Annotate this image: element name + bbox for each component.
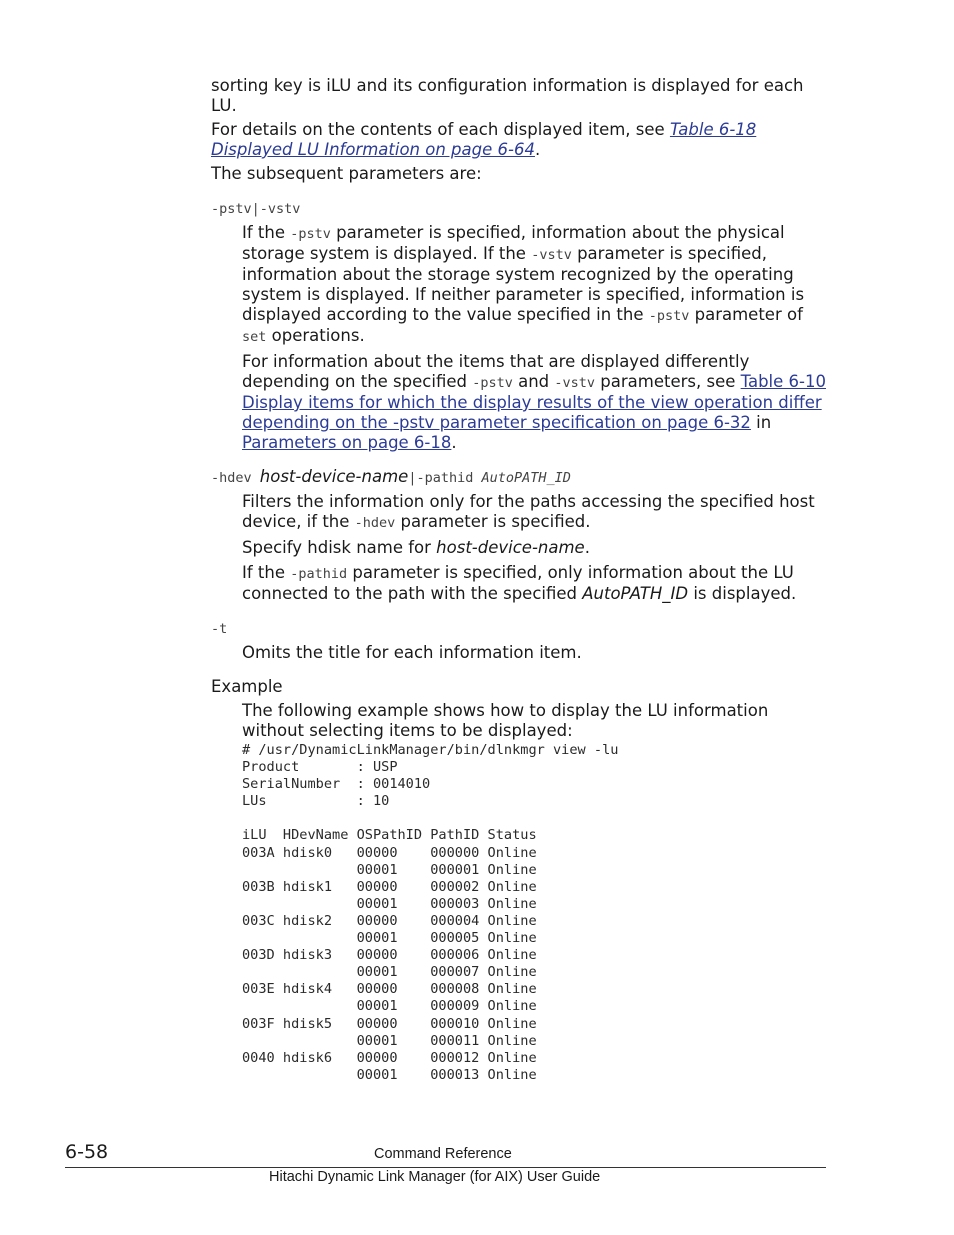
- pstv-code-4: set: [242, 329, 267, 345]
- pathid-var: AutoPATH_ID: [582, 584, 689, 603]
- hdev-heading-code-2: |-pathid: [408, 470, 482, 486]
- t-heading-text: -t: [211, 621, 228, 637]
- hdev-note-text-1: Specify hdisk name for: [242, 538, 437, 557]
- pstv-code-2: -vstv: [531, 247, 572, 263]
- hdev-description: [242, 492, 826, 533]
- hdev-code-1: -hdev: [354, 515, 396, 531]
- param-t-heading: [211, 618, 826, 639]
- parameters-link[interactable]: Parameters on page 6-18: [242, 433, 452, 452]
- pstv-ref-text-3: parameters, see: [595, 372, 741, 391]
- pstv-code-3: -pstv: [648, 308, 690, 324]
- pstv-ref-text-2: and: [512, 372, 555, 391]
- param-pstv-heading: [211, 198, 826, 219]
- footer-divider: [65, 1167, 826, 1168]
- page-number: 6-58: [65, 1141, 109, 1163]
- pstv-ref-code-1: -pstv: [472, 375, 513, 391]
- pstv-reference: [242, 352, 826, 453]
- pstv-text-4: parameter of: [689, 305, 803, 324]
- footer-guide-title: Hitachi Dynamic Link Manager (for AIX) User Guide: [269, 1169, 601, 1185]
- pathid-text-1: If the: [242, 563, 291, 582]
- page-body: [211, 76, 826, 741]
- pstv-code-1: -pstv: [290, 226, 331, 242]
- param-hdev-heading: [211, 467, 826, 488]
- example-heading: Example: [211, 677, 283, 696]
- details-text: For details on the contents of each displayed item, see: [211, 120, 670, 139]
- hdev-note-var: host-device-name: [436, 538, 585, 557]
- pstv-ref-text-1: For information about the items that are displayed differently depending on the specified: [242, 352, 750, 391]
- hdev-heading-code-1: -hdev: [211, 470, 260, 486]
- pstv-text-2: parameter is specified, information about the physical storage system is displayed. If the: [242, 223, 785, 263]
- pstv-text-3: parameter is specified, information about the storage system recognized by the operating system is displayed. If neither parameter is specified, information is displayed according to the value specified in the: [242, 244, 805, 324]
- table-6-10-link[interactable]: Table 6-10 Display items for which the display results of the view operation differ depending on the -pstv parameter specification on page 6-32: [242, 372, 826, 432]
- hdev-note-text-2: .: [584, 538, 590, 557]
- hdev-text-1: Filters the information only for the paths accessing the specified host device, if the: [242, 492, 815, 531]
- hdev-heading-var-2: AutoPATH_ID: [481, 470, 571, 486]
- hdev-heading-var-1: host-device-name: [259, 467, 409, 486]
- details-paragraph: [211, 120, 826, 160]
- intro-paragraph: sorting key is iLU and its configuration information is displayed for each LU.: [211, 76, 804, 115]
- hdev-text-2: parameter is specified.: [395, 512, 591, 531]
- pathid-code: -pathid: [290, 566, 348, 582]
- pstv-ref-code-2: -vstv: [554, 375, 596, 391]
- subsequent-params-paragraph: The subsequent parameters are:: [211, 164, 482, 183]
- hdev-hdisk-note: [242, 538, 826, 558]
- pstv-heading-text: -pstv|-vstv: [211, 201, 301, 217]
- pathid-description: [242, 563, 826, 604]
- details-period: .: [534, 140, 541, 159]
- example-code-block: # /usr/DynamicLinkManager/bin/dlnkmgr view -lu Product : USP SerialNumber : 0014010 LUs : 10 iLU HDevName OSPathID PathID Status 003A hdisk0 00000 000000 Online 00001 000001 Online 003B hdisk1 00000 000002 Online 00001 000003 Online 003C hdisk2 00000 000004 Online 00001 000005 Online 003D hdisk3 00000 000006 Online 00001 000007 Online 003E hdisk4 00000 000008 Online 00001 000009 Online 003F hdisk5 00000 000010 Online 00001 000011 Online 0040 hdisk6 00000 000012 Online 00001 000013 Online: [242, 742, 619, 1083]
- pstv-text-1: If the: [242, 223, 291, 242]
- pstv-ref-text-5: .: [451, 433, 457, 452]
- pstv-text-5: operations.: [266, 326, 365, 345]
- example-description: The following example shows how to display the LU information without selecting items to be displayed:: [242, 701, 769, 740]
- pathid-text-3: is displayed.: [688, 584, 797, 603]
- pstv-ref-text-4: in: [750, 413, 772, 432]
- pathid-text-2: parameter is specified, only information about the LU connected to the path with the specified: [242, 563, 794, 603]
- table-6-18-link[interactable]: Table 6-18 Displayed LU Information on page 6-64: [211, 120, 757, 159]
- t-description: Omits the title for each information item.: [242, 643, 582, 662]
- pstv-description: [242, 223, 826, 347]
- footer-chapter: Command Reference: [374, 1146, 512, 1162]
